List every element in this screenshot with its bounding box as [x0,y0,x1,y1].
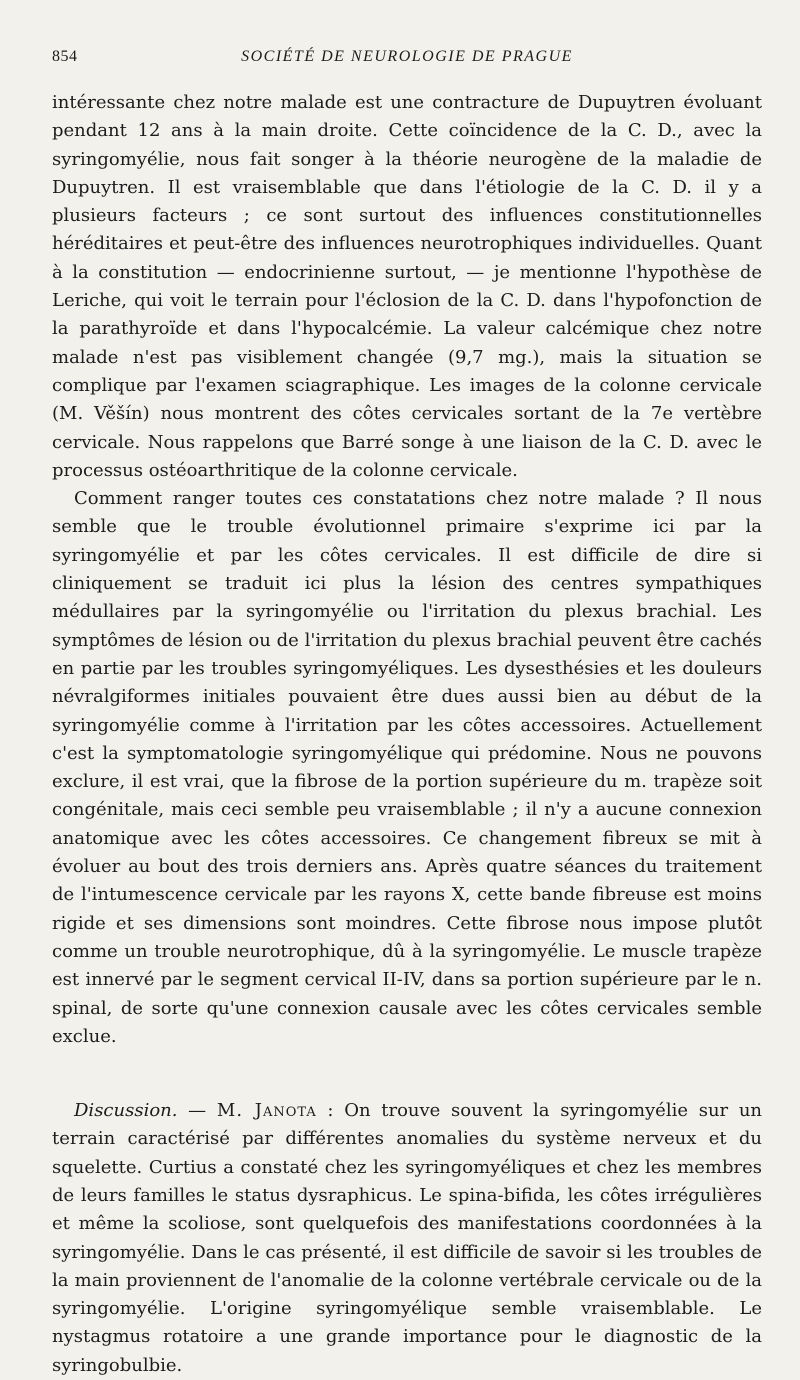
discussion-speaker: M. Janota [216,1100,317,1122]
discussion-dash: — [177,1100,217,1122]
running-head: SOCIÉTÉ DE NEUROLOGIE DE PRAGUE [241,48,573,65]
page-header [52,48,762,72]
paragraph-1: intéressante chez notre malade est une contracture de Dupuytren évoluant pendant 12 ans à la main droite. Cette coïncidence de la C. D., avec la syringomyélie, nous fait songer à la théorie neurogène de la maladie de Dupuytren. Il est vraisemblable que dans l'étiologie de la C. D. il y a plusieurs facteurs ; ce sont surtout des influences constitutionnelles héréditaires et peut-être des influences neurotrophiques individuelles. Quant à la constitution — endocrinienne surtout, — je mentionne l'hypothèse de Leriche, qui voit le terrain pour l'éclosion de la C. D. dans l'hypofonction de la parathyroïde et dans l'hypocalcémie. La valeur calcémique chez notre malade n'est pas visiblement changée (9,7 mg.), mais la situation se complique par l'examen sciagraphique. Les images de la colonne cervicale (M. Věšín) nous montrent des côtes cervicales sortant de la 7e vertèbre cervicale. Nous rappelons que Barré songe à une liaison de la C. D. avec le processus ostéoarthritique de la colonne cervicale. [52,92,762,481]
discussion-colon: : [316,1100,345,1122]
body-text [52,89,762,1380]
discussion-text: On trouve souvent la syringomyélie sur un terrain caractérisé par différentes anomalies du système nerveux et du squelette. Curtius a constaté chez les syringomyéliques et chez les membres de leurs familles le status dysraphicus. Le spina-bifida, les côtes irrégulières et même la scoliose, sont quelquefois des manifestations coordonnées à la syringomyélie. Dans le cas présenté, il est difficile de savoir si les troubles de la main proviennent de l'anomalie de la colonne vertébrale cervicale ou de la syringomyélie. L'origine syringomyélique semble vraisemblable. Le nystagmus rotatoire a une grande importance pour le diagnostic de la syringobulbie. [52,1100,763,1376]
paragraph-2: Comment ranger toutes ces constatations chez notre malade ? Il nous semble que le trouble évolutionnel primaire s'exprime ici par la syringomyélie et par les côtes cervicales. Il est difficile de dire si cliniquement se traduit ici plus la lésion des centres sympathiques médullaires par la syringomyélie ou l'irritation du plexus brachial. Les symptômes de lésion ou de l'irritation du plexus brachial peuvent être cachés en partie par les troubles syringomyéliques. Les dysesthésies et les douleurs névralgiformes initiales pouvaient être dues aussi bien au début de la syringomyélie comme à l'irritation par les côtes accessoires. Actuellement c'est la symptomatologie syringomyélique qui prédomine. Nous ne pouvons exclure, il est vrai, que la fibrose de la portion supérieure du m. trapèze soit congénitale, mais ceci semble peu vraisemblable ; il n'y a aucune connexion anatomique avec les côtes accessoires. Ce changement fibreux se mit à évoluer au bout des trois derniers ans. Après quatre séances du traitement de l'intumescence cervicale par les rayons X, cette bande fibreuse est moins rigide et ses dimensions sont moindres. Cette fibrose nous impose plutôt comme un trouble neurotrophique, dû à la syringomyélie. Le muscle trapèze est innervé par le segment cervical II-IV, dans sa portion supérieure par le n. spinal, de sorte qu'une connexion causale avec les côtes cervicales semble exclue. [52,488,762,1047]
document-page [52,48,762,1380]
discussion-paragraph [52,1097,762,1380]
discussion-label: Discussion. [74,1100,178,1122]
page-number: 854 [52,48,78,65]
